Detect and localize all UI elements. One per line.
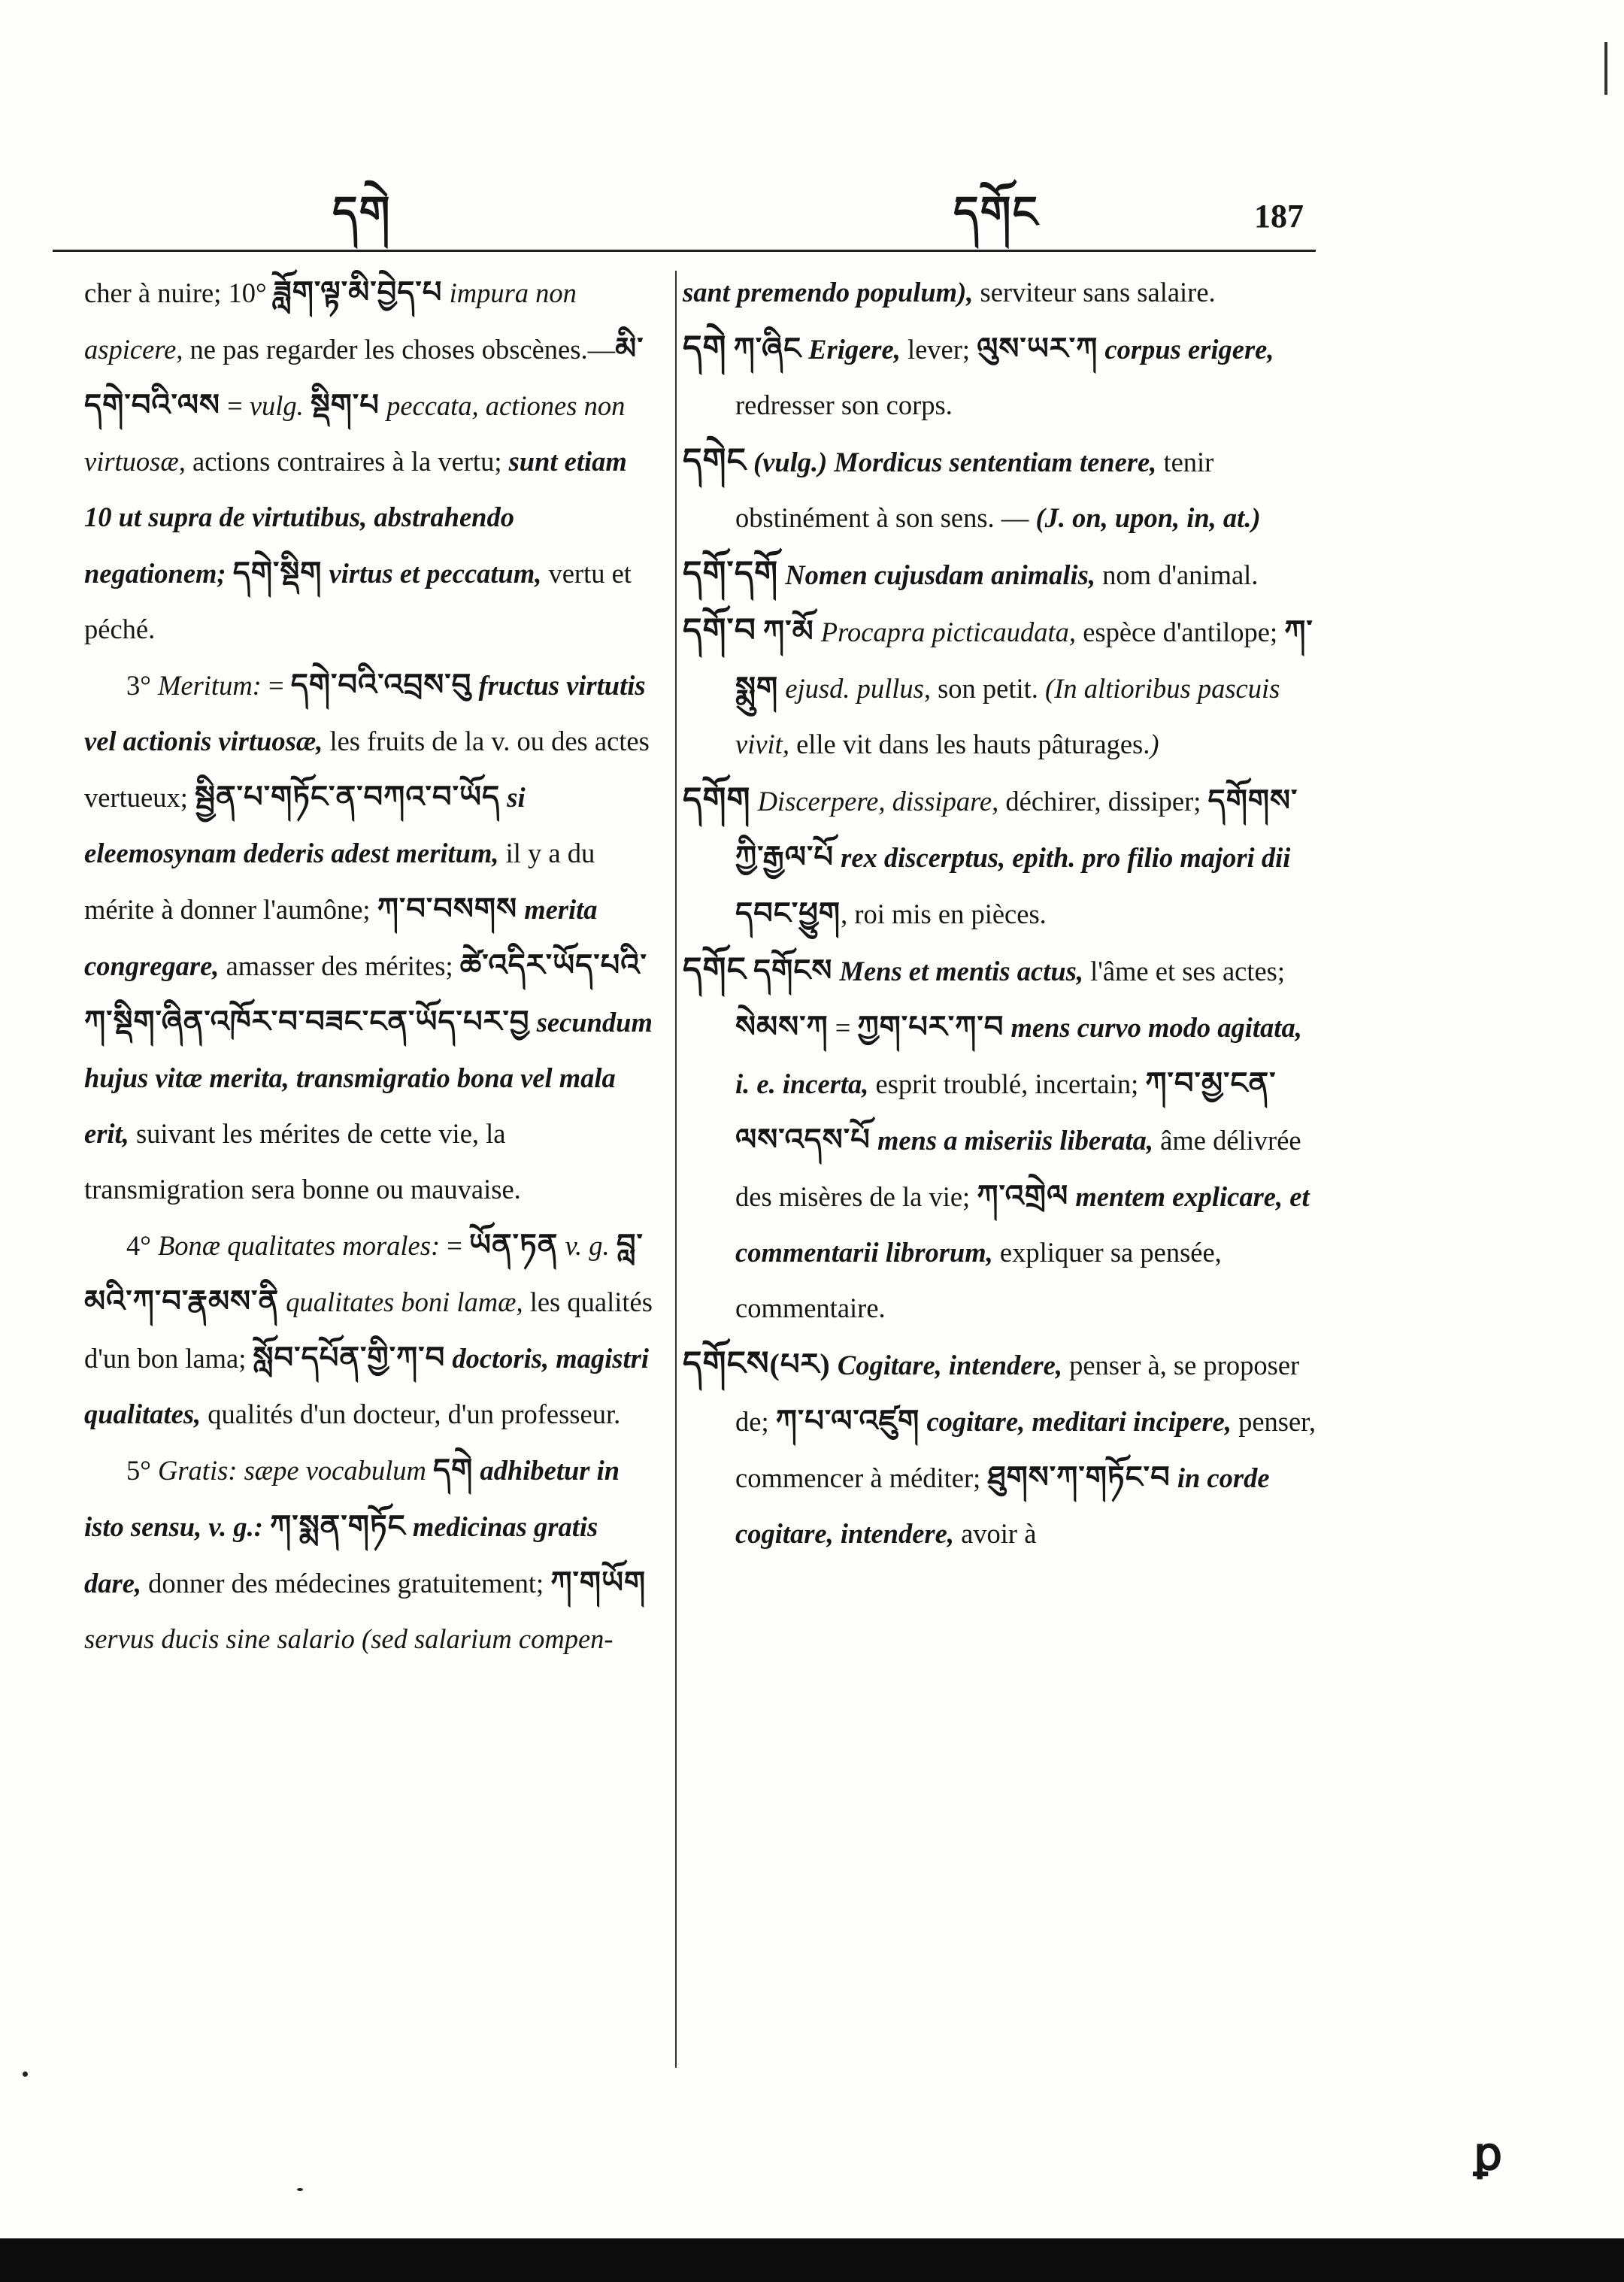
french-text: l'âme et ses actes; bbox=[1083, 956, 1286, 986]
tibetan-term: སློབ་དཔོན་གྱི་ཀ་བ bbox=[253, 1341, 446, 1374]
dictionary-entry bbox=[683, 603, 1322, 772]
dictionary-entry bbox=[683, 265, 1322, 320]
left-column bbox=[84, 265, 656, 1667]
latin-gloss: corpus erigere, bbox=[1098, 334, 1274, 365]
latin-gloss: doctoris, magistri qualitates, bbox=[84, 1343, 649, 1429]
french-text: déchirer, dissiper; bbox=[998, 786, 1208, 817]
tibetan-term: ཀྱག་པར་ཀ་བ bbox=[857, 1010, 1004, 1044]
latin-gloss: mens curvo modo agitata, i. e. incerta, bbox=[735, 1012, 1302, 1099]
tibetan-term: ཟློག་ལྟ་མི་བྱེད་པ bbox=[273, 275, 443, 309]
dictionary-entry bbox=[84, 1217, 656, 1442]
tibetan-term: སྦྱིན་པ་གཏོང་ན་བཀའ་བ་ཡོད bbox=[194, 780, 501, 814]
dictionary-entry bbox=[683, 1336, 1322, 1562]
french-text: penser, commencer à méditer; bbox=[735, 1406, 1316, 1493]
latin-gloss: (vulg.) Mordicus sententiam tenere, bbox=[746, 447, 1157, 477]
headword: དགོ་དགོ bbox=[683, 555, 779, 592]
headword: དགོང bbox=[683, 951, 747, 988]
latin-gloss: Erigere, bbox=[801, 334, 901, 365]
latin-gloss: secundum hujus vitæ merita, transmigratio bona vel mala erit, bbox=[84, 1007, 653, 1149]
french-text bbox=[263, 1511, 270, 1542]
tibetan-term: བླ་མའི་ཀ་བ་རྣམས་ནི bbox=[84, 1228, 644, 1318]
tibetan-term: དགེ་བའི་འབྲས་བུ bbox=[290, 668, 472, 702]
french-text bbox=[226, 558, 233, 589]
tibetan-term: ཀ་སྨན་གཏོང bbox=[270, 1509, 406, 1543]
latin-gloss: (In altioribus pascuis vivit, bbox=[735, 673, 1280, 759]
french-text: 4° bbox=[126, 1230, 158, 1261]
tibetan-term: མི་དགེ་བའི་ལས bbox=[84, 332, 644, 422]
french-text: il y a du mérite à donner l'aumône; bbox=[84, 838, 595, 925]
french-text: ne pas regarder les choses obscènes.— bbox=[183, 334, 616, 365]
french-text: = bbox=[440, 1230, 469, 1261]
french-text bbox=[726, 334, 733, 365]
latin-gloss: mentem explicare, et commentarii librorum, bbox=[735, 1181, 1310, 1268]
french-text: 3° bbox=[126, 670, 158, 701]
french-text: vertu et péché. bbox=[84, 558, 632, 644]
right-column bbox=[683, 265, 1322, 1562]
column-divider bbox=[675, 271, 677, 2068]
french-text: amasser des mérites; bbox=[219, 950, 460, 981]
french-text: = bbox=[261, 670, 291, 701]
latin-gloss: (J. on, upon, in, at.) bbox=[1035, 502, 1261, 533]
french-text: avoir à bbox=[953, 1518, 1037, 1549]
dictionary-entry bbox=[683, 942, 1322, 1336]
french-text: qualités d'un docteur, d'un professeur. bbox=[201, 1399, 621, 1429]
latin-gloss: Discerpere, dissipare, bbox=[750, 786, 999, 817]
tibetan-term: ཀ་པ་ལ་འཛུག bbox=[775, 1404, 920, 1438]
tibetan-term: དགེ bbox=[432, 1453, 474, 1486]
french-text: esprit troublé, incertain; bbox=[868, 1068, 1146, 1099]
latin-gloss: ) bbox=[1150, 729, 1159, 759]
dictionary-entry bbox=[683, 546, 1322, 603]
french-text bbox=[304, 390, 311, 421]
latin-gloss: rex discerptus, epith. pro filio majori dii bbox=[834, 842, 1291, 873]
french-text: âme délivrée des misères de la vie; bbox=[735, 1125, 1301, 1212]
tibetan-term: ཚེ་འདིར་ཡོད་པའི་ཀ་སྡིག་ཞིན་འཁོར་བ་བཟང་ངན་ཡོད་པར་བྱ bbox=[84, 948, 647, 1038]
french-text: les fruits de la v. ou des actes vertueux; bbox=[84, 726, 650, 813]
running-head-right: དགོང bbox=[953, 188, 1039, 237]
latin-gloss: Nomen cujusdam animalis, bbox=[778, 559, 1096, 590]
latin-gloss: cogitare, meditari incipere, bbox=[920, 1406, 1232, 1437]
latin-gloss: Procapra picticaudata, bbox=[814, 617, 1077, 647]
dictionary-entry bbox=[84, 265, 656, 657]
scan-speck bbox=[23, 2071, 28, 2077]
latin-gloss: Gratis: sæpe vocabulum bbox=[157, 1455, 426, 1486]
latin-gloss: in corde cogitare, intendere, bbox=[735, 1462, 1270, 1549]
latin-gloss: vulg. bbox=[249, 390, 304, 421]
latin-gloss: si eleemosynam dederis adest meritum, bbox=[84, 782, 526, 868]
tibetan-term: (པར) bbox=[769, 1347, 831, 1381]
latin-gloss: Meritum: bbox=[157, 670, 262, 701]
tibetan-term: སྡིག་པ bbox=[310, 388, 380, 422]
tibetan-term: ཀ་མོ bbox=[763, 614, 814, 648]
french-text: , roi mis en pièces. bbox=[841, 899, 1047, 929]
latin-gloss: Mens et mentis actus, bbox=[832, 956, 1083, 986]
latin-gloss: impura non aspicere, bbox=[84, 277, 577, 365]
dictionary-entry bbox=[683, 320, 1322, 433]
tibetan-term: དགོངས bbox=[753, 953, 833, 987]
french-text: serviteur sans salaire. bbox=[973, 277, 1216, 308]
tibetan-term: ཐུགས་ཀ་གཏོང་བ bbox=[987, 1460, 1171, 1494]
latin-gloss: qualitates boni lamæ, bbox=[279, 1286, 523, 1317]
scan-speck bbox=[297, 2188, 303, 2191]
latin-gloss: mens a miseriis liberata, bbox=[870, 1125, 1154, 1156]
headword: དགེ bbox=[683, 329, 727, 366]
latin-gloss: Bonæ qualitates morales: bbox=[157, 1230, 441, 1261]
french-text: espèce d'antilope; bbox=[1076, 617, 1285, 647]
latin-gloss: Cogitare, intendere, bbox=[830, 1350, 1062, 1380]
french-text: donner des médecines gratuitement; bbox=[141, 1568, 551, 1599]
tibetan-term: སེམས་ཀ bbox=[735, 1010, 829, 1044]
dictionary-entry bbox=[84, 657, 656, 1217]
dictionary-entry bbox=[84, 1442, 656, 1667]
latin-gloss: sunt etiam 10 ut supra de virtutibus, abstrahendo negationem; bbox=[84, 446, 627, 589]
headword: དགོངས bbox=[683, 1345, 770, 1382]
latin-gloss: peccata, actiones non virtuosæ, bbox=[84, 390, 626, 477]
headword: དགོག bbox=[683, 781, 751, 818]
french-text: cher à nuire; 10° bbox=[84, 277, 274, 308]
french-text: nom d'animal. bbox=[1095, 559, 1259, 590]
french-text: tenir obstinément à son sens. — bbox=[735, 447, 1214, 533]
margin-mark: ꝑ bbox=[1474, 2129, 1503, 2179]
french-text bbox=[747, 956, 753, 986]
latin-gloss: ejusd. pullus, bbox=[778, 673, 931, 704]
latin-gloss: v. g. bbox=[558, 1230, 617, 1261]
tibetan-term: དགེ་སྡིག bbox=[232, 556, 323, 589]
header-rule bbox=[53, 250, 1316, 252]
french-text: redresser son corps. bbox=[735, 389, 953, 420]
latin-gloss: medicinas gratis dare, bbox=[84, 1511, 598, 1599]
french-text: 5° bbox=[126, 1455, 158, 1486]
latin-gloss: sant premendo populum), bbox=[683, 277, 974, 308]
french-text: lever; bbox=[900, 334, 977, 365]
scan-bottom-band bbox=[0, 2238, 1624, 2282]
dictionary-entry bbox=[683, 772, 1322, 942]
tibetan-term: ཀ་འགྲེལ bbox=[977, 1179, 1069, 1213]
latin-gloss: virtus et peccatum, bbox=[322, 558, 542, 589]
scan-edge-mark bbox=[1604, 42, 1607, 95]
tibetan-term: ཀ་ཞིང bbox=[733, 332, 802, 365]
french-text: = bbox=[220, 390, 250, 421]
french-text: expliquer sa pensée, commentaire. bbox=[735, 1237, 1222, 1323]
french-text: elle vit dans les hauts pâturages. bbox=[789, 729, 1150, 759]
french-text: son petit. bbox=[930, 673, 1046, 704]
french-text: actions contraires à la vertu; bbox=[185, 446, 509, 477]
dictionary-entry bbox=[683, 433, 1322, 546]
running-head-left: དགེ bbox=[332, 188, 392, 237]
tibetan-term: དགོགས་ཀྱི་རྒྱལ་པོ bbox=[735, 783, 1298, 874]
tibetan-term: ཀ་བ་མྱ་ངན་ལས་འདས་པོ bbox=[735, 1066, 1277, 1156]
tibetan-term: ཡོན་ཏན bbox=[468, 1228, 559, 1262]
headword: དགོ་བ bbox=[683, 612, 756, 649]
tibetan-term: ཀ་སྨུག bbox=[735, 614, 1313, 705]
french-text: penser à, se proposer de; bbox=[735, 1350, 1300, 1437]
french-text: = bbox=[828, 1012, 858, 1043]
latin-gloss: servus ducis sine salario (sed salarium compen- bbox=[84, 1623, 614, 1654]
latin-gloss: adhibetur in isto sensu, v. g.: bbox=[84, 1455, 620, 1542]
french-text: les qualités d'un bon lama; bbox=[84, 1286, 653, 1374]
tibetan-term: ཀ་གཡོག bbox=[550, 1565, 647, 1599]
latin-gloss: fructus virtutis vel actionis virtuosæ, bbox=[84, 670, 646, 756]
french-text bbox=[756, 617, 763, 647]
tibetan-term: དབང་ཕྱུག bbox=[735, 896, 841, 930]
latin-gloss: merita congregare, bbox=[84, 894, 598, 981]
headword: དགེང bbox=[683, 442, 747, 479]
french-text bbox=[426, 1455, 433, 1486]
page-number: 187 bbox=[1254, 198, 1304, 235]
tibetan-term: ལུས་ཡར་ཀ bbox=[977, 332, 1098, 365]
french-text: suivant les mérites de cette vie, la transmigration sera bonne ou mauvaise. bbox=[84, 1118, 521, 1205]
tibetan-term: ཀ་བ་བསགས bbox=[377, 892, 518, 926]
